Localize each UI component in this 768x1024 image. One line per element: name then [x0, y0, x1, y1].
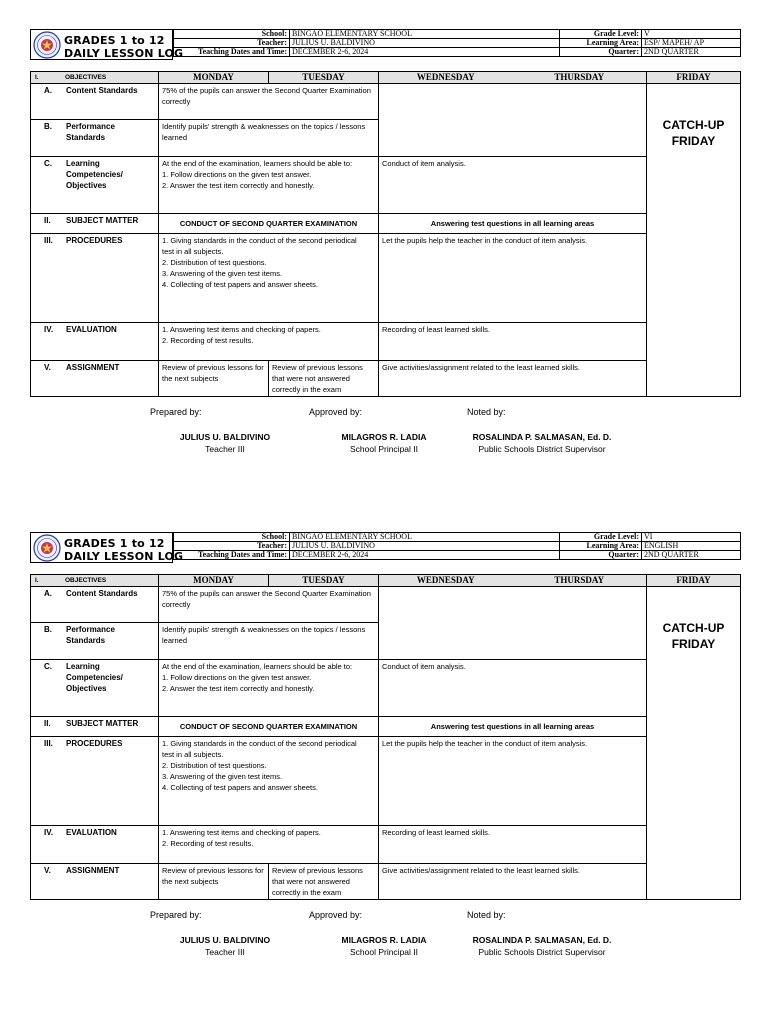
approved-by-label: Approved by:: [309, 407, 363, 417]
row-evaluation: IV. EVALUATION: [31, 322, 159, 360]
col-wednesday-thursday: [379, 575, 647, 587]
noted-by-name: ROSALINDA P. SALMASAN, Ed. D.: [472, 935, 612, 945]
noted-by-role: Public Schools District Supervisor: [478, 444, 606, 454]
evaluation-mt: 1. Answering test items and checking of papers. 2. Recording of test results.: [159, 825, 379, 863]
competencies-mt: At the end of the examination, learners should be able to: 1. Follow directions on the given test answer. 2. Answer the test item correctly and honestly.: [159, 157, 379, 214]
assignment-tuesday: Review of previous lessons that were not answered correctly in the exam: [269, 360, 379, 396]
grade-level-label: Grade Level:: [560, 533, 642, 542]
noted-by-label: Noted by:: [467, 910, 506, 920]
signature-block: [30, 908, 740, 968]
col-wednesday-thursday: [379, 72, 647, 84]
content-standards-wth: [379, 587, 647, 660]
title-line-1: GRADES 1 to 12: [64, 34, 165, 47]
header-info-table: [173, 532, 741, 560]
row-assignment: V. ASSIGNMENT: [31, 863, 159, 899]
learning-area-value: ESP/ MAPEH/ AP: [642, 39, 741, 48]
performance-standards-mt: Identify pupils' strength & weaknesses on the topics / lessons learned: [159, 623, 379, 660]
row-performance-standards: B. Performance Standards: [31, 623, 159, 660]
noted-by-label: Noted by:: [467, 407, 506, 417]
competencies-wth: Conduct of item analysis.: [379, 157, 647, 214]
procedures-mt: 1. Giving standards in the conduct of the second periodical test in all subjects. 2. Distribution of test questions. 3. Answering of the given test items. 4. Collecting of test papers and answer sheets.: [159, 737, 379, 825]
evaluation-wth: Recording of least learned skills.: [379, 322, 647, 360]
prepared-by-name: JULIUS U. BALDIVINO: [179, 935, 271, 945]
col-wednesday: WEDNESDAY: [416, 72, 475, 83]
row-subject-matter: II. SUBJECT MATTER: [31, 717, 159, 737]
col-thursday: THURSDAY: [554, 72, 605, 83]
row-learning-competencies: C. Learning Competencies/ Objectives: [31, 660, 159, 717]
title-line-2: DAILY LESSON LOG: [64, 47, 184, 60]
teacher-label: Teacher:: [174, 39, 290, 48]
procedures-mt: 1. Giving standards in the conduct of the second periodical test in all subjects. 2. Distribution of test questions. 3. Answering of the given test items. 4. Collecting of test papers and answer sheets.: [159, 234, 379, 322]
assignment-monday: Review of previous lessons for the next subjects: [159, 863, 269, 899]
signature-block: [30, 405, 740, 465]
content-standards-mt: 75% of the pupils can answer the Second Quarter Examination correctly: [159, 84, 379, 120]
quarter-value: 2ND QUARTER: [642, 48, 741, 57]
approved-by-label: Approved by:: [309, 910, 363, 920]
col-monday: MONDAY: [159, 575, 269, 587]
school-label: School:: [174, 533, 290, 542]
lesson-log-table: [30, 71, 741, 397]
quarter-value: 2ND QUARTER: [642, 551, 741, 560]
prepared-by-role: Teacher III: [205, 947, 245, 957]
grade-level-label: Grade Level:: [560, 30, 642, 39]
row-assignment: V. ASSIGNMENT: [31, 360, 159, 396]
prepared-by-label: Prepared by:: [150, 407, 202, 417]
teaching-dates-value: DECEMBER 2-6, 2024: [290, 551, 560, 560]
log-header: [30, 29, 740, 61]
row-performance-standards: B. Performance Standards: [31, 120, 159, 157]
row-evaluation: IV. EVALUATION: [31, 825, 159, 863]
assignment-tuesday: Review of previous lessons that were not answered correctly in the exam: [269, 863, 379, 899]
learning-area-label: Learning Area:: [560, 542, 642, 551]
col-objectives: I. OBJECTIVES: [31, 72, 159, 84]
deped-seal-icon: [33, 31, 61, 59]
title-line-2: DAILY LESSON LOG: [64, 550, 184, 563]
row-procedures: III. PROCEDURES: [31, 234, 159, 322]
content-standards-mt: 75% of the pupils can answer the Second Quarter Examination correctly: [159, 587, 379, 623]
row-subject-matter: II. SUBJECT MATTER: [31, 214, 159, 234]
learning-area-value: ENGLISH: [642, 542, 741, 551]
teaching-dates-label: Teaching Dates and Time:: [174, 551, 290, 560]
competencies-wth: Conduct of item analysis.: [379, 660, 647, 717]
approved-by-name: MILAGROS R. LADIA: [341, 432, 427, 442]
teacher-value: JULIUS U. BALDIVINO: [290, 39, 560, 48]
competencies-mt: At the end of the examination, learners should be able to: 1. Follow directions on the given test answer. 2. Answer the test item correctly and honestly.: [159, 660, 379, 717]
school-value: BINGAO ELEMENTARY SCHOOL: [290, 30, 560, 39]
subject-matter-wth: Answering test questions in all learning areas: [379, 214, 647, 234]
col-friday: FRIDAY: [647, 72, 741, 84]
evaluation-wth: Recording of least learned skills.: [379, 825, 647, 863]
assignment-wth: Give activities/assignment related to the least learned skills.: [379, 863, 647, 899]
col-thursday: THURSDAY: [554, 575, 605, 586]
teacher-value: JULIUS U. BALDIVINO: [290, 542, 560, 551]
subject-matter-wth: Answering test questions in all learning areas: [379, 717, 647, 737]
prepared-by-label: Prepared by:: [150, 910, 202, 920]
approved-by-role: School Principal II: [349, 947, 419, 957]
assignment-monday: Review of previous lessons for the next subjects: [159, 360, 269, 396]
procedures-wth: Let the pupils help the teacher in the conduct of item analysis.: [379, 737, 647, 825]
procedures-wth: Let the pupils help the teacher in the conduct of item analysis.: [379, 234, 647, 322]
grade-level-value: V: [642, 30, 741, 39]
quarter-label: Quarter:: [560, 48, 642, 57]
school-label: School:: [174, 30, 290, 39]
col-monday: MONDAY: [159, 72, 269, 84]
noted-by-role: Public Schools District Supervisor: [478, 947, 606, 957]
teaching-dates-value: DECEMBER 2-6, 2024: [290, 48, 560, 57]
approved-by-name: MILAGROS R. LADIA: [341, 935, 427, 945]
column-header-row: [31, 575, 741, 587]
approved-by-role: School Principal II: [349, 444, 419, 454]
col-tuesday: TUESDAY: [269, 72, 379, 84]
prepared-by-role: Teacher III: [205, 444, 245, 454]
teacher-label: Teacher:: [174, 542, 290, 551]
row-content-standards: A. Content Standards: [31, 84, 159, 120]
quarter-label: Quarter:: [560, 551, 642, 560]
daily-lesson-log-2: [30, 532, 740, 957]
deped-seal-icon: [33, 534, 61, 562]
deped-brand: [30, 532, 184, 563]
col-tuesday: TUESDAY: [269, 575, 379, 587]
learning-area-label: Learning Area:: [560, 39, 642, 48]
teaching-dates-label: Teaching Dates and Time:: [174, 48, 290, 57]
title-line-1: GRADES 1 to 12: [64, 537, 165, 550]
catch-up-friday: CATCH-UP FRIDAY: [647, 587, 741, 900]
header-info-table: [173, 29, 741, 57]
col-wednesday: WEDNESDAY: [416, 575, 475, 586]
catch-up-friday: CATCH-UP FRIDAY: [647, 84, 741, 397]
log-header: [30, 532, 740, 564]
grade-level-value: VI: [642, 533, 741, 542]
col-friday: FRIDAY: [647, 575, 741, 587]
subject-matter-mt: CONDUCT OF SECOND QUARTER EXAMINATION: [159, 214, 379, 234]
col-objectives: I. OBJECTIVES: [31, 575, 159, 587]
column-header-row: [31, 72, 741, 84]
subject-matter-mt: CONDUCT OF SECOND QUARTER EXAMINATION: [159, 717, 379, 737]
daily-lesson-log-1: [30, 29, 740, 454]
performance-standards-mt: Identify pupils' strength & weaknesses on the topics / lessons learned: [159, 120, 379, 157]
prepared-by-name: JULIUS U. BALDIVINO: [179, 432, 271, 442]
row-learning-competencies: C. Learning Competencies/ Objectives: [31, 157, 159, 214]
school-value: BINGAO ELEMENTARY SCHOOL: [290, 533, 560, 542]
row-content-standards: A. Content Standards: [31, 587, 159, 623]
deped-brand: [30, 29, 184, 60]
noted-by-name: ROSALINDA P. SALMASAN, Ed. D.: [472, 432, 612, 442]
row-procedures: III. PROCEDURES: [31, 737, 159, 825]
assignment-wth: Give activities/assignment related to the least learned skills.: [379, 360, 647, 396]
evaluation-mt: 1. Answering test items and checking of papers. 2. Recording of test results.: [159, 322, 379, 360]
content-standards-wth: [379, 84, 647, 157]
lesson-log-table: [30, 574, 741, 900]
